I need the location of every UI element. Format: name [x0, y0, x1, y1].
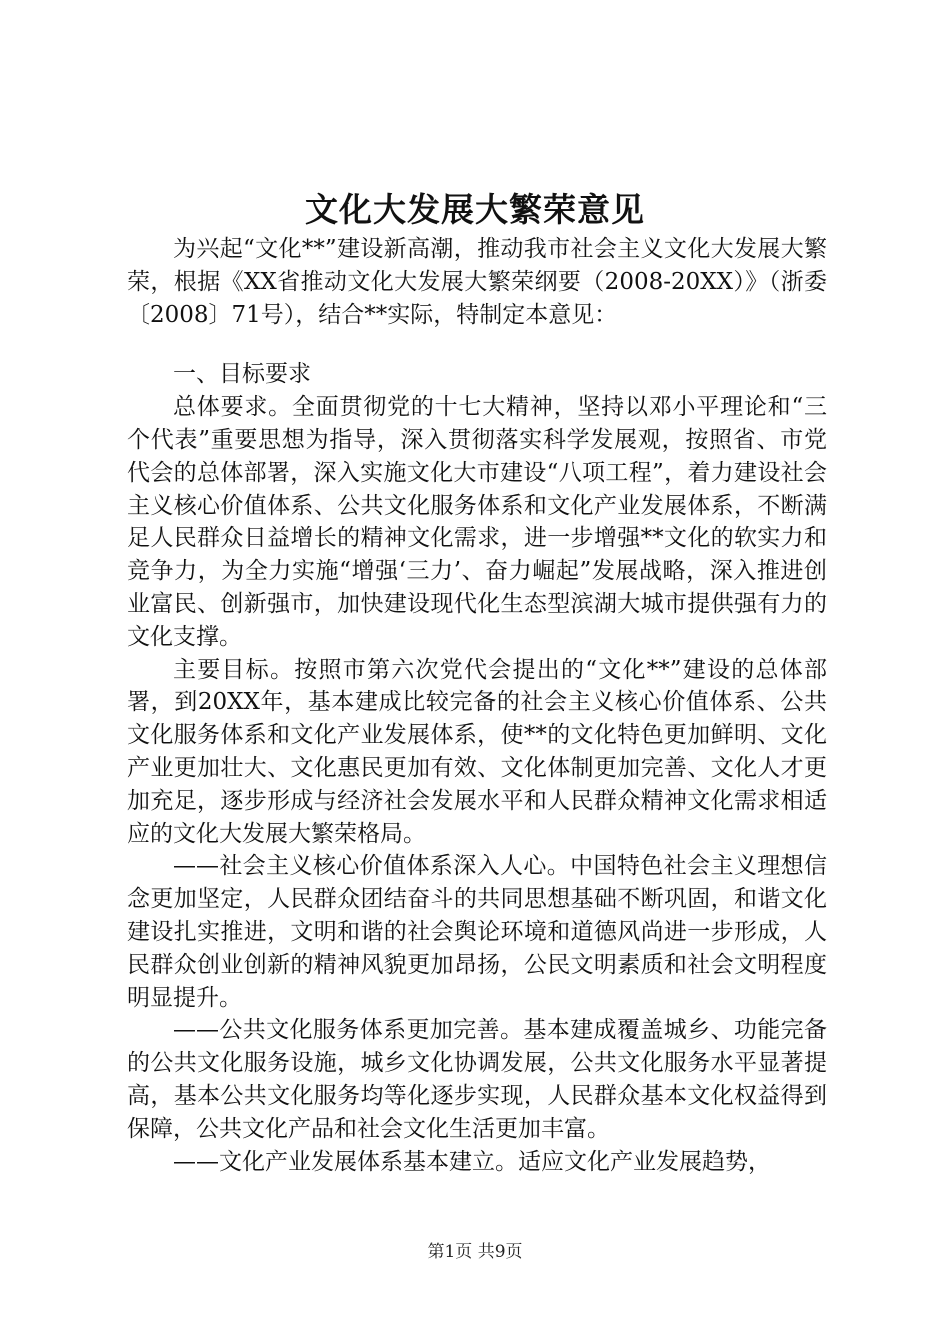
main-goals-paragraph: 主要目标。按照市第六次党代会提出的“文化**”建设的总体部署，到20XX年，基本建成比较完备的社会主义核心价值体系、公共文化服务体系和文化产业发展体系，使**的文化特色更加鲜明、文化产业更加壮大、文化惠民更加有效、文化体制更加完善、文化人才更加充足，逐步形成与经济社会发展水平和人民群众精神文化需求相适应的文化大发展大繁荣格局。 [127, 656, 827, 847]
paragraph-gap [127, 331, 827, 358]
page-indicator: 第1页 共9页 [427, 1242, 523, 1262]
culture-industry-paragraph: ——文化产业发展体系基本建立。适应文化产业发展趋势， [173, 1148, 771, 1175]
overall-requirements-paragraph: 总体要求。全面贯彻党的十七大精神，坚持以邓小平理论和“三个代表”重要思想为指导，深入贯彻落实科学发展观，按照省、市党代会的总体部署，深入实施文化大市建设“八项工程”，着力建设社会主义核心价值体系、公共文化服务体系和文化产业发展体系，不断满足人民群众日益增长的精神文化需求，进一步增强**文化的软实力和竞争力，为全力实施“增强‘三力’、奋力崛起”发展战略，深入推进创业富民、创新强市，加快建设现代化生态型滨湖大城市提供强有力的文化支撑。 [127, 394, 827, 650]
document-title: 文化大发展大繁荣意见 [305, 190, 645, 229]
intro-paragraph: 为兴起“文化**”建设新高潮，推动我市社会主义文化大发展大繁荣，根据《XX省推动文化大发展大繁荣纲要（2008-20XX）》（浙委〔2008〕71号），结合**实际，特制定本意见： [127, 236, 827, 328]
document-body [127, 233, 827, 1178]
public-service-paragraph: ——公共文化服务体系更加完善。基本建成覆盖城乡、功能完备的公共文化服务设施，城乡文化协调发展，公共文化服务水平显著提高，基本公共文化服务均等化逐步实现，人民群众基本文化权益得到保障，公共文化产品和社会文化生活更加丰富。 [127, 1017, 827, 1142]
section-heading: 一、目标要求 [173, 361, 311, 388]
core-values-paragraph: ——社会主义核心价值体系深入人心。中国特色社会主义理想信念更加坚定，人民群众团结奋斗的共同思想基础不断巩固，和谐文化建设扎实推进，文明和谐的社会舆论环境和道德风尚进一步形成，人民群众创业创新的精神风貌更加昂扬，公民文明素质和社会文明程度明显提升。 [127, 853, 827, 1011]
